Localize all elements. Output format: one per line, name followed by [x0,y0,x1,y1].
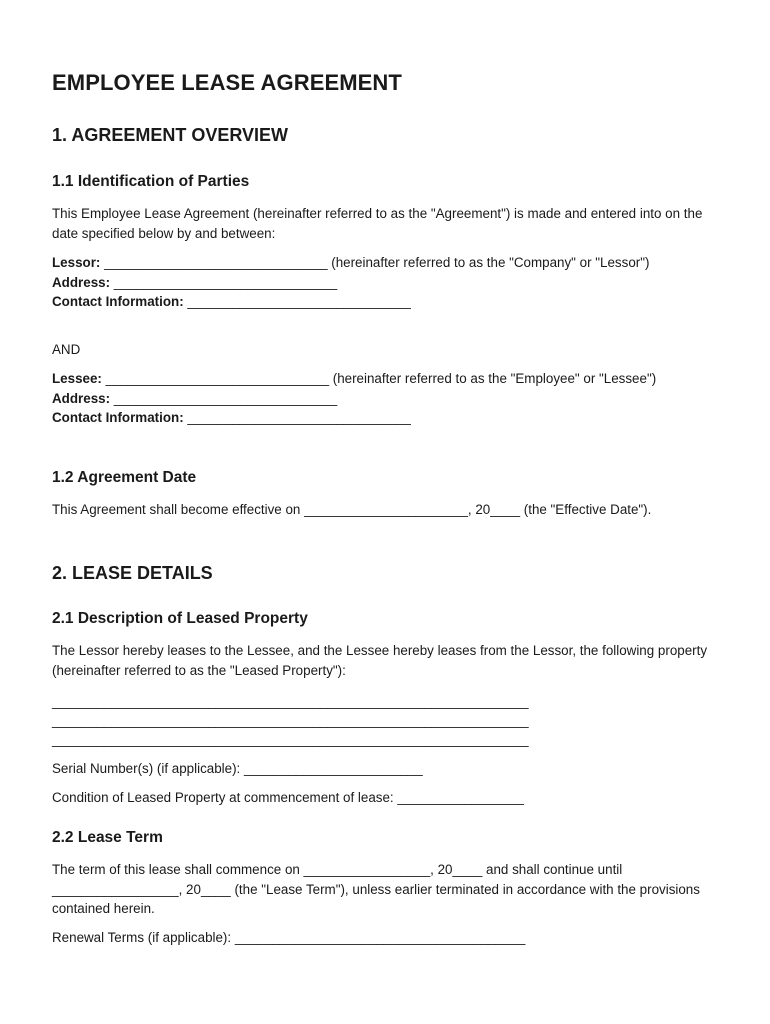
lessee-block [52,369,720,428]
lessor-label: Lessor: [52,255,101,270]
section-2-1-heading: 2.1 Description of Leased Property [52,610,308,627]
section-1-2-heading: 1.2 Agreement Date [52,469,197,486]
lessor-contact-label: Contact Information: [52,294,184,309]
property-blank-line-1: ________________________________________________________________ [52,694,529,709]
property-blank-line-2: ________________________________________________________________ [52,713,529,728]
section-1-heading: 1. AGREEMENT OVERVIEW [52,125,289,145]
leased-property-intro: The Lessor hereby leases to the Lessee, and the Lessee hereby leases from the Lessor, the following property (hereinafter referred to as the "Leased Property"): [52,643,708,678]
serial-number-line: Serial Number(s) (if applicable): ________________________ [52,761,423,776]
and-separator: AND [52,342,81,357]
section-2-2-heading: 2.2 Lease Term [52,829,163,846]
document-title: EMPLOYEE LEASE AGREEMENT [52,70,402,95]
effective-date-paragraph: This Agreement shall become effective on ______________________, 20____ (the "Effective Date"). [52,502,652,517]
lessee-contact-label: Contact Information: [52,410,184,425]
lessee-contact-blank: ______________________________ [183,410,411,425]
lessee-label: Lessee: [52,371,102,386]
lessee-address-label: Address: [52,390,111,406]
lessee-blank: ______________________________ [101,371,333,386]
lessee-note: (hereinafter referred to as the "Employee" or "Lessee") [332,371,657,386]
lessor-address-blank: ______________________________ [110,274,338,290]
parties-intro-paragraph: This Employee Lease Agreement (hereinafter referred to as the "Agreement") is made and entered into on the date specified below by and between: [52,206,703,241]
lessor-blank: ______________________________ [100,255,332,270]
lessor-note: (hereinafter referred to as the "Company" or "Lessor") [331,255,650,270]
lessor-address-label: Address: [52,274,111,290]
section-1-1-heading: 1.1 Identification of Parties [52,173,250,190]
renewal-terms-line: Renewal Terms (if applicable): _______________________________________ [52,930,526,945]
lessor-block [52,253,720,312]
section-2-heading: 2. LEASE DETAILS [52,563,213,583]
lessee-address-blank: ______________________________ [110,390,338,406]
property-blank-line-3: ________________________________________________________________ [52,732,529,747]
lease-term-paragraph: The term of this lease shall commence on _________________, 20____ and shall continue until _________________, 20____ (the "Lease Term"), unless earlier terminated in accordance with the provisions contained herein. [52,862,700,916]
condition-line: Condition of Leased Property at commencement of lease: _________________ [52,790,524,805]
lessor-contact-blank: ______________________________ [183,294,411,309]
